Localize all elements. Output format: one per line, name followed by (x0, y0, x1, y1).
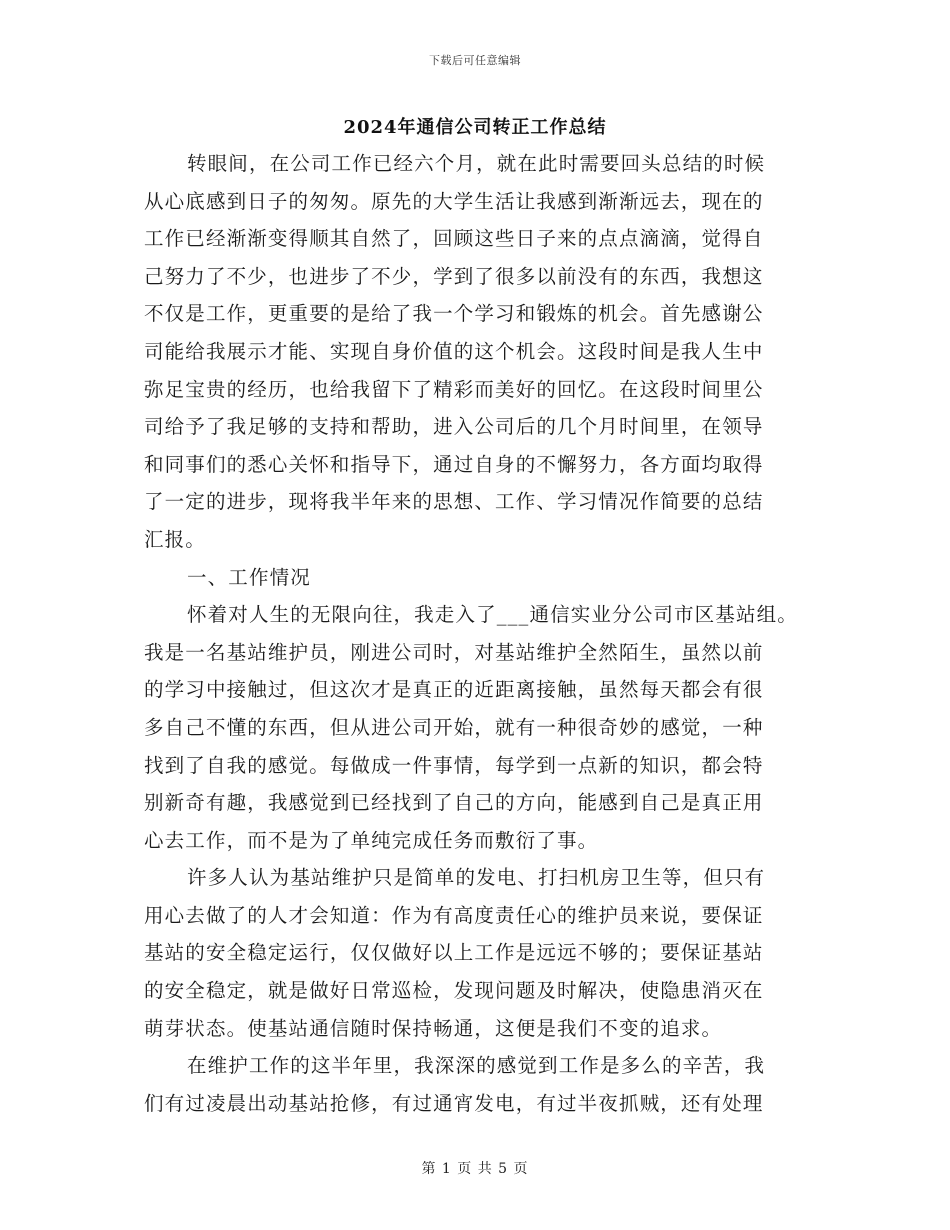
document-title: 2024年通信公司转正工作总结 (343, 117, 607, 138)
page-number-footer: 第 1 页 共 5 页 (421, 1161, 529, 1177)
text-line: 司给予了我足够的支持和帮助，进入公司后的几个月时间里，在领导 (144, 415, 764, 439)
text-line: 的学习中接触过，但这次才是真正的近距离接触，虽然每天都会有很 (144, 678, 764, 702)
text-line: 怀着对人生的无限向往，我走入了___通信实业分公司市区基站组。 (187, 603, 798, 627)
text-line: 工作已经渐渐变得顺其自然了，回顾这些日子来的点点滴滴，觉得自 (144, 227, 764, 251)
text-line: 转眼间，在公司工作已经六个月，就在此时需要回头总结的时候 (187, 152, 766, 175)
text-line: 司能给我展示才能、实现自身价值的这个机会。这段时间是我人生中 (144, 339, 764, 363)
text-line: 一、工作情况 (187, 565, 311, 589)
text-line: 在维护工作的这半年里，我深深的感觉到工作是多么的辛苦，我 (187, 1054, 766, 1078)
text-line: 汇报。 (144, 527, 206, 551)
text-line: 己努力了不少，也进步了不少，学到了很多以前没有的东西，我想这 (144, 264, 764, 288)
text-line: 心去工作，而不是为了单纯完成任务而敷衍了事。 (144, 828, 599, 852)
document-body (144, 145, 824, 1122)
text-line: 多自己不懂的东西，但从进公司开始，就有一种很奇妙的感觉，一种 (144, 715, 764, 739)
page-header: 下载后可任意编辑 (429, 54, 521, 67)
text-line: 弥足宝贵的经历，也给我留下了精彩而美好的回忆。在这段时间里公 (144, 377, 764, 401)
text-line: 的安全稳定，就是做好日常巡检，发现问题及时解决，使隐患消灭在 (144, 979, 764, 1003)
text-line: 用心去做了的人才会知道：作为有高度责任心的维护员来说，要保证 (144, 903, 764, 927)
text-line: 别新奇有趣，我感觉到已经找到了自己的方向，能感到自己是真正用 (144, 791, 764, 815)
text-line: 萌芽状态。使基站通信随时保持畅通，这便是我们不变的追求。 (144, 1016, 723, 1040)
text-line: 不仅是工作，更重要的是给了我一个学习和锻炼的机会。首先感谢公 (144, 302, 764, 326)
text-line: 从心底感到日子的匆匆。原先的大学生活让我感到渐渐远去，现在的 (144, 189, 764, 213)
text-line: 找到了自我的感觉。每做成一件事情，每学到一点新的知识，都会特 (144, 753, 764, 777)
text-line: 们有过凌晨出动基站抢修，有过通宵发电，有过半夜抓贼，还有处理 (144, 1091, 764, 1115)
text-line: 了一定的进步，现将我半年来的思想、工作、学习情况作简要的总结 (144, 490, 764, 514)
text-line: 和同事们的悉心关怀和指导下，通过自身的不懈努力，各方面均取得 (144, 452, 764, 476)
text-line: 基站的安全稳定运行，仅仅做好以上工作是远远不够的；要保证基站 (144, 941, 764, 965)
text-line: 许多人认为基站维护只是简单的发电、打扫机房卫生等，但只有 (187, 866, 766, 890)
text-line: 我是一名基站维护员，刚进公司时，对基站维护全然陌生，虽然以前 (144, 640, 764, 664)
